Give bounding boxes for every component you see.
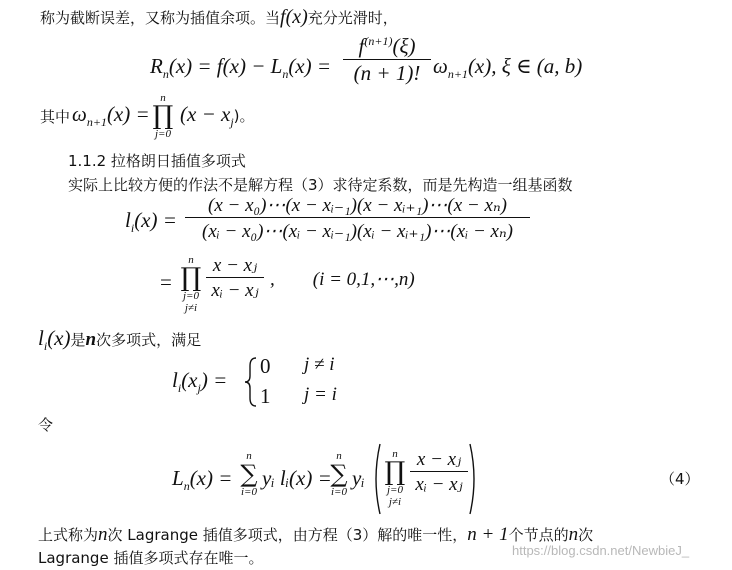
- l-subscript: n: [282, 67, 289, 82]
- factorial-denominator: (n + 1)!: [343, 59, 431, 86]
- ln-symbol: L: [172, 466, 184, 490]
- cases-arg: (x: [181, 368, 198, 392]
- conclusion-line-1: [38, 524, 593, 546]
- prod2-condition: , (i = 0,1,⋯,n): [270, 269, 415, 290]
- r-subscript: n: [162, 67, 169, 82]
- cases-arg-sub: j: [197, 381, 201, 396]
- sum2-upper: n: [336, 450, 342, 462]
- li-numerator: (x − x₀)⋯(x − xᵢ₋₁)(x − xᵢ₊₁)⋯(x − xₙ): [208, 195, 507, 216]
- intro-line-1: [40, 6, 398, 29]
- prod2-lower1: j=0: [183, 290, 199, 302]
- kronecker-cases: [172, 352, 392, 412]
- section-heading: 1.1.2 拉格朗日插值多项式: [68, 152, 246, 170]
- intro-paragraph: 实际上比较方便的作法不是解方程（3）求待定系数，而是先构造一组基函数: [68, 176, 573, 194]
- omega-subscript: n+1: [447, 67, 468, 82]
- conclusion-n2: n: [568, 524, 579, 545]
- prod-upper: n: [160, 92, 166, 104]
- r-arg: (x) = f(x) − L: [168, 54, 283, 78]
- ln-arg: (x) =: [189, 466, 233, 490]
- sum2-body: yᵢ: [352, 466, 365, 490]
- conclusion-b: 次 Lagrange 插值多项式，由方程（3）解的唯一性，: [107, 526, 468, 544]
- ln-sub: n: [183, 479, 190, 494]
- prod3-lower2: j≠i: [388, 496, 402, 508]
- omega-body: (x − x: [180, 102, 231, 126]
- conclusion-n-plus-1: n + 1: [467, 524, 509, 545]
- f-of-x: f(x): [280, 6, 308, 28]
- l-arg: (x) =: [288, 54, 332, 78]
- conclusion-c: 个节点的: [508, 526, 569, 544]
- sum-operator-2: n ∑ i=0: [328, 450, 350, 498]
- omega-definition: [40, 92, 340, 142]
- right-paren-icon: [468, 442, 480, 516]
- omega-body-end: )。: [233, 107, 255, 125]
- product-operator-3: n ∏ j=0 j≠i: [382, 448, 408, 508]
- watermark: https://blog.csdn.net/NewbieJ_: [512, 543, 690, 558]
- left-paren-icon: [370, 442, 382, 516]
- desc-l-arg: (x): [47, 326, 71, 350]
- remainder-label: 称为截断误差，又称为插值余项。当: [40, 9, 281, 27]
- xi-interval: (x), ξ ∈ (a, b): [467, 54, 583, 78]
- basis-function-definition: [125, 194, 545, 254]
- prod2-equals: =: [160, 270, 172, 294]
- basis-product-form: [160, 254, 480, 324]
- prod3-lower1: j=0: [387, 484, 403, 496]
- prod2-upper: n: [188, 254, 194, 266]
- omega-lhs-sub: n+1: [86, 115, 107, 130]
- basis-description: [38, 326, 201, 354]
- lagrange-polynomial-equation: [172, 440, 712, 520]
- derivative-order: (n+1): [364, 34, 393, 48]
- desc-l-sub: i: [43, 339, 48, 354]
- omega-body-sub: j: [230, 115, 234, 130]
- sum1-upper: n: [246, 450, 252, 462]
- prod3-numerator: x − xⱼ: [416, 449, 462, 470]
- conclusion-d: 次: [578, 526, 594, 544]
- omega-symbol: ω: [433, 54, 448, 78]
- li-sub: i: [130, 221, 135, 236]
- conclusion-a: 上式称为: [38, 526, 99, 544]
- prod2-lower2: j≠i: [184, 302, 198, 314]
- left-brace-icon: [244, 356, 258, 408]
- sum1-body: yᵢ lᵢ(x) =: [262, 466, 332, 490]
- omega-lhs: ω: [72, 102, 87, 126]
- derivative-f: f: [358, 34, 365, 58]
- omega-prefix: 其中: [40, 108, 71, 126]
- sum-operator-1: n ∑ i=0: [238, 450, 260, 498]
- product-operator-2: n ∏ j=0 j≠i: [178, 254, 204, 314]
- case1-value: 0: [260, 354, 271, 378]
- li-denominator: (xᵢ − x₀)⋯(xᵢ − xᵢ₋₁)(xᵢ − xᵢ₊₁)⋯(xᵢ − xₙ): [185, 217, 530, 243]
- conclusion-n: n: [98, 524, 108, 545]
- sum1-lower: i=0: [241, 486, 257, 498]
- prod2-numerator: x − xⱼ: [212, 255, 258, 276]
- desc-text2: 次多项式，满足: [96, 331, 202, 349]
- li-symbol: l: [125, 208, 131, 232]
- omega-eq: (x) =: [106, 102, 150, 126]
- prod3-denominator: xᵢ − xⱼ: [410, 471, 468, 496]
- cases-eq: ) =: [200, 368, 228, 392]
- r-symbol: R: [150, 54, 163, 78]
- xi-arg: (ξ): [392, 34, 416, 58]
- equation-number: （4）: [660, 470, 700, 488]
- prod3-upper: n: [392, 448, 398, 460]
- sum2-lower: i=0: [331, 486, 347, 498]
- case2-condition: j = i: [304, 384, 337, 405]
- product-operator: n ∏ j=0: [150, 92, 176, 140]
- smooth-text: 充分光滑时，: [307, 9, 398, 27]
- cases-l: l: [172, 368, 178, 392]
- case1-condition: j ≠ i: [304, 354, 335, 375]
- prod2-denominator: xᵢ − xⱼ: [206, 277, 264, 302]
- prod-lower: j=0: [155, 128, 171, 140]
- li-arg: (x) =: [134, 208, 177, 232]
- cases-l-sub: i: [177, 381, 182, 396]
- desc-l: l: [38, 326, 44, 350]
- let-word: 令: [38, 416, 54, 434]
- case2-value: 1: [260, 384, 271, 408]
- desc-n: n: [85, 329, 97, 350]
- desc-text1: 是: [70, 331, 86, 349]
- conclusion-line-2: Lagrange 插值多项式存在唯一。: [38, 549, 264, 567]
